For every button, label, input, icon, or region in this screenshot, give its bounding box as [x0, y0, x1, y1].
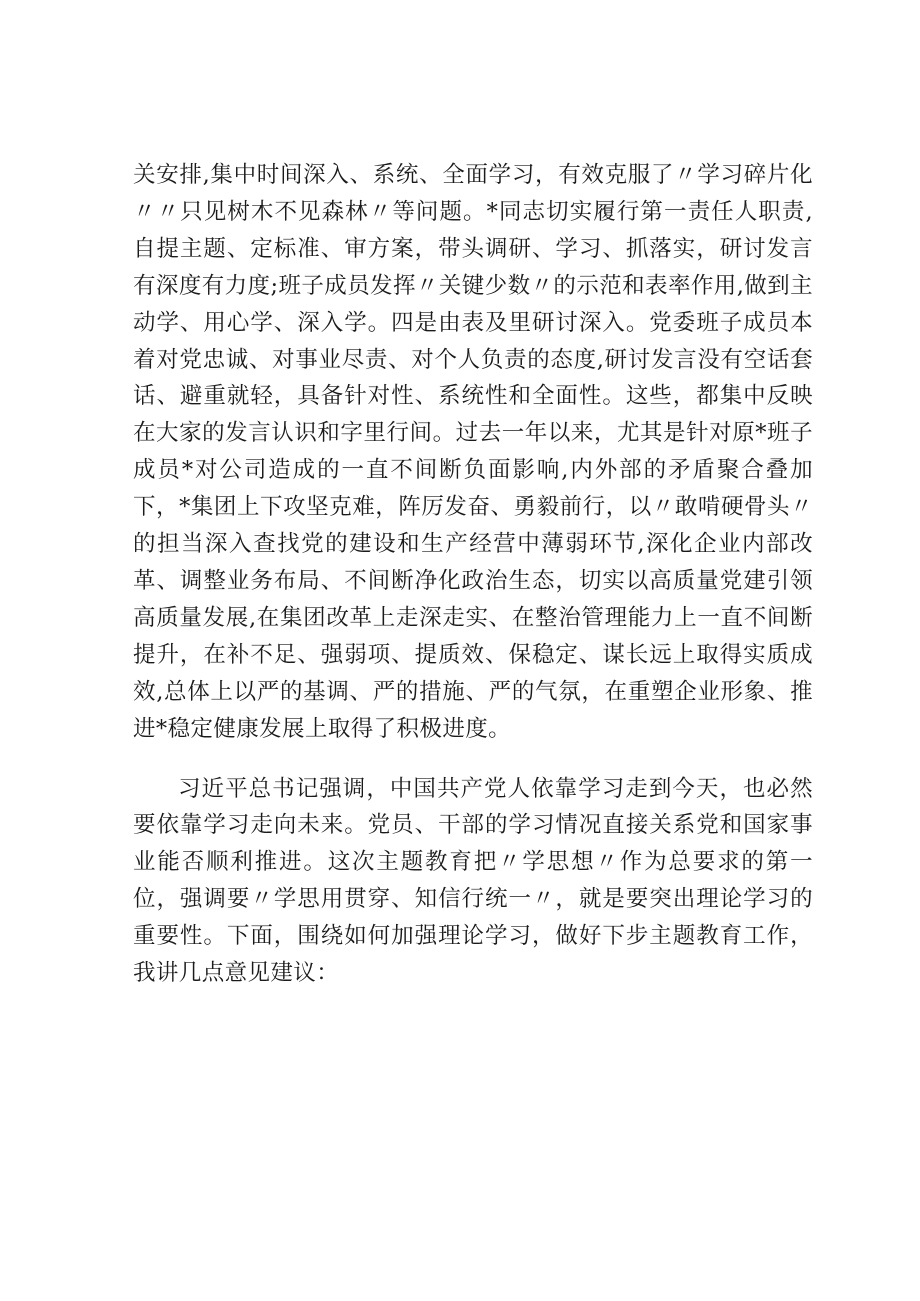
- paragraph-xi-jinping-learning: 习近平总书记强调，中国共产党人依靠学习走到今天，也必然要依靠学习走向未来。党员、干部的学习情况直接关系党和国家事业能否顺利推进。这次主题教育把〃学思想〃作为总要求的第一位，强调要〃学思用贯穿、知信行统一〃，就是要突出理论学习的重要性。下面，围绕如何加强理论学习，做好下步主题教育工作，我讲几点意见建议：: [133, 775, 813, 987]
- paragraph-continued: 关安排,集中时间深入、系统、全面学习，有效克服了〃学习碎片化〃〃只见树木不见森林〃等问题。*同志切实履行第一责任人职责,自提主题、定标准、审方案，带头调研、学习、抓落实，研讨发言有深度有力度;班子成员发挥〃关键少数〃的示范和表率作用,做到主动学、用心学、深入学。四是由表及里研讨深入。党委班子成员本着对党忠诚、对事业尽责、对个人负责的态度,研讨发言没有空话套话、避重就轻，具备针对性、系统性和全面性。这些，都集中反映在大家的发言认识和字里行间。过去一年以来，尤其是针对原*班子成员*对公司造成的一直不间断负面影响,内外部的矛盾聚合叠加下，*集团上下攻坚克难，阵厉发奋、勇毅前行，以〃敢啃硬骨头〃的担当深入查找党的建设和生产经营中薄弱环节,深化企业内部改革、调整业务布局、不间断净化政治生态，切实以高质量党建引领高质量发展,在集团改革上走深走实、在整治管理能力上一直不间断提升，在补不足、强弱项、提质效、保稳定、谋长远上取得实质成效,总体上以严的基调、严的措施、严的气氛，在重塑企业形象、推进*稳定健康发展上取得了积极进度。: [133, 162, 813, 742]
- document-body: [133, 157, 813, 992]
